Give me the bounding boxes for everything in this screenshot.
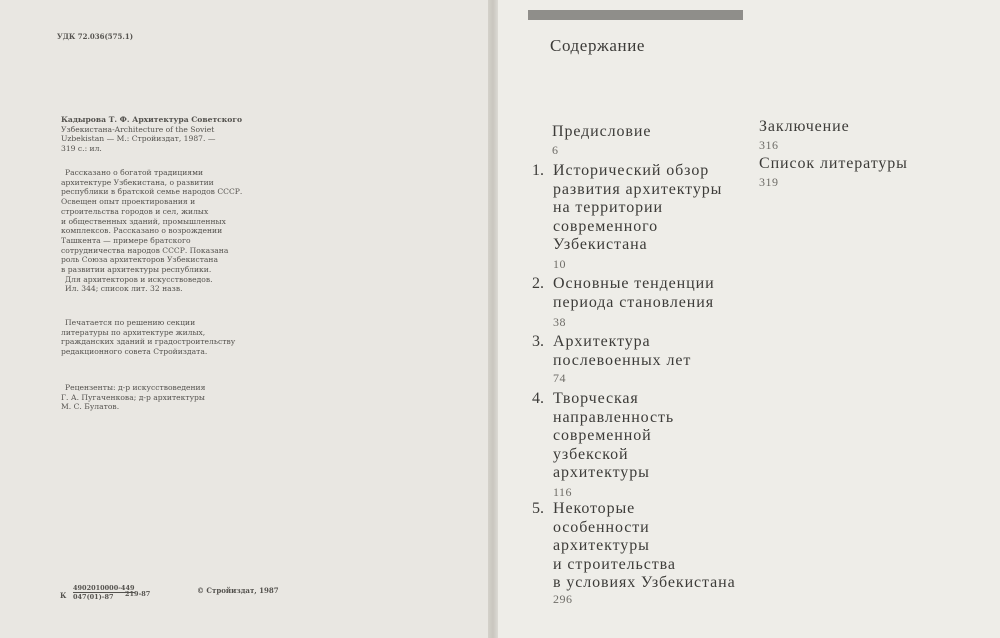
toc-chapter-number: 3. <box>532 333 544 350</box>
toc-chapter-title-line: архитектуры <box>553 537 650 555</box>
toc-chapter-number: 2. <box>532 275 544 292</box>
biblio-line: Узбекистана-Architecture of the Soviet <box>61 124 215 134</box>
annotation-line: республики в братской семье народов СССР. <box>61 187 243 197</box>
toc-conclusion-title: Заключение <box>759 118 850 135</box>
toc-chapter-title <box>553 500 736 593</box>
toc-chapter-title <box>553 162 722 255</box>
toc-chapter-page: 38 <box>553 315 566 329</box>
toc-chapter-title <box>553 275 715 312</box>
annotation-line: Ил. 344; список лит. 32 назв. <box>65 284 183 294</box>
toc-chapter-title-line: особенности <box>553 518 650 536</box>
toc-chapter-title-line: Некоторые <box>553 500 636 517</box>
toc-chapter-title-line: в условиях Узбекистана <box>553 574 736 592</box>
annotation-line: Для архитекторов и искусствоведов. <box>65 274 213 284</box>
toc-chapter-title-line: послевоенных лет <box>553 351 692 369</box>
toc-chapter-title-line: развития архитектуры <box>553 180 723 198</box>
annotation-line: Рассказано о богатой традициями <box>65 168 204 177</box>
index-denominator: 047(01)-87 <box>73 593 114 601</box>
annotation-line: в развитии архитектуры республики. <box>61 265 212 275</box>
toc-chapter-title-line: Исторический обзор <box>553 162 710 179</box>
annotation-line: комплексов. Рассказано о возрождении <box>61 226 223 236</box>
toc-chapter-title-line: узбекской <box>553 445 629 463</box>
annotation-line: роль Союза архитекторов Узбекистана <box>61 255 219 265</box>
toc-bibliography-page: 319 <box>759 175 779 189</box>
toc-conclusion-page: 316 <box>759 138 779 152</box>
toc-chapter-title-line: современной <box>553 427 652 445</box>
printing-note-line: литературы по архитектуре жилых, <box>61 327 206 337</box>
annotation-line: архитектуре Узбекистана, о развитии <box>61 177 214 187</box>
contents-title: Содержание <box>550 36 646 55</box>
reviewers-line: Г. А. Пугаченкова; д-р архитектуры <box>61 392 205 402</box>
toc-chapter-title-line: современного <box>553 217 659 235</box>
toc-chapter-number: 1. <box>532 162 544 179</box>
annotation-line: Ташкента — примере братского <box>61 235 191 245</box>
toc-chapter-title-line: периода становления <box>553 293 714 311</box>
toc-bibliography-title: Список литературы <box>759 155 908 172</box>
index-suffix: 219-87 <box>125 590 151 598</box>
udk-code: УДК 72.036(575.1) <box>57 32 134 41</box>
toc-chapter-page: 74 <box>553 371 566 385</box>
toc-chapter-number: 4. <box>532 390 544 407</box>
toc-chapter-page: 296 <box>553 592 573 606</box>
printing-note-line: редакционного совета Стройиздата. <box>61 347 208 357</box>
annotation <box>61 168 242 294</box>
toc-chapter-title-line: архитектуры <box>553 464 650 482</box>
toc-preface-page: 6 <box>552 143 559 157</box>
printing-note-line: Печатается по решению секции <box>65 318 196 327</box>
toc-chapter-title-line: Архитектура <box>553 333 651 350</box>
index-letter: К <box>60 591 67 600</box>
toc-chapter-title-line: Узбекистана <box>553 236 648 254</box>
toc-chapter-page: 10 <box>553 257 566 271</box>
copyright: © Стройиздат, 1987 <box>197 586 279 595</box>
toc-chapter-title-line: на территории <box>553 199 663 217</box>
bibliographic-description <box>61 115 242 154</box>
annotation-line: строительства городов и сел, жилых <box>61 206 209 216</box>
annotation-line: Освещен опыт проектирования и <box>61 197 196 207</box>
toc-chapter-number: 5. <box>532 500 544 517</box>
annotation-line: сотрудничества народов СССР. Показана <box>61 245 229 255</box>
toc-chapter-title-line: направленность <box>553 408 675 426</box>
index-numerator: 4902010000-449 <box>73 584 135 592</box>
toc-chapter-title <box>553 390 674 483</box>
header-bar <box>528 10 743 20</box>
reviewers <box>61 383 205 412</box>
toc-chapter-title <box>553 333 691 370</box>
annotation-line: и общественных зданий, промышленных <box>61 216 226 226</box>
printing-note <box>61 318 235 357</box>
printing-note-line: гражданских зданий и градостроительству <box>61 337 236 347</box>
reviewers-line: Рецензенты: д-р искусствоведения <box>65 383 206 392</box>
reviewers-line: М. С. Булатов. <box>61 402 120 412</box>
biblio-line: Кадырова Т. Ф. Архитектура Советского <box>61 115 243 124</box>
book-gutter <box>488 0 498 638</box>
toc-chapter-title-line: Основные тенденции <box>553 275 715 292</box>
biblio-line: Uzbekistan — М.: Стройиздат, 1987. — <box>61 134 216 144</box>
toc-chapter-title-line: Творческая <box>553 390 639 407</box>
toc-preface-title: Предисловие <box>552 123 652 140</box>
toc-chapter-page: 116 <box>553 485 573 499</box>
biblio-line: 319 с.: ил. <box>61 144 102 154</box>
toc-chapter-title-line: и строительства <box>553 555 676 573</box>
